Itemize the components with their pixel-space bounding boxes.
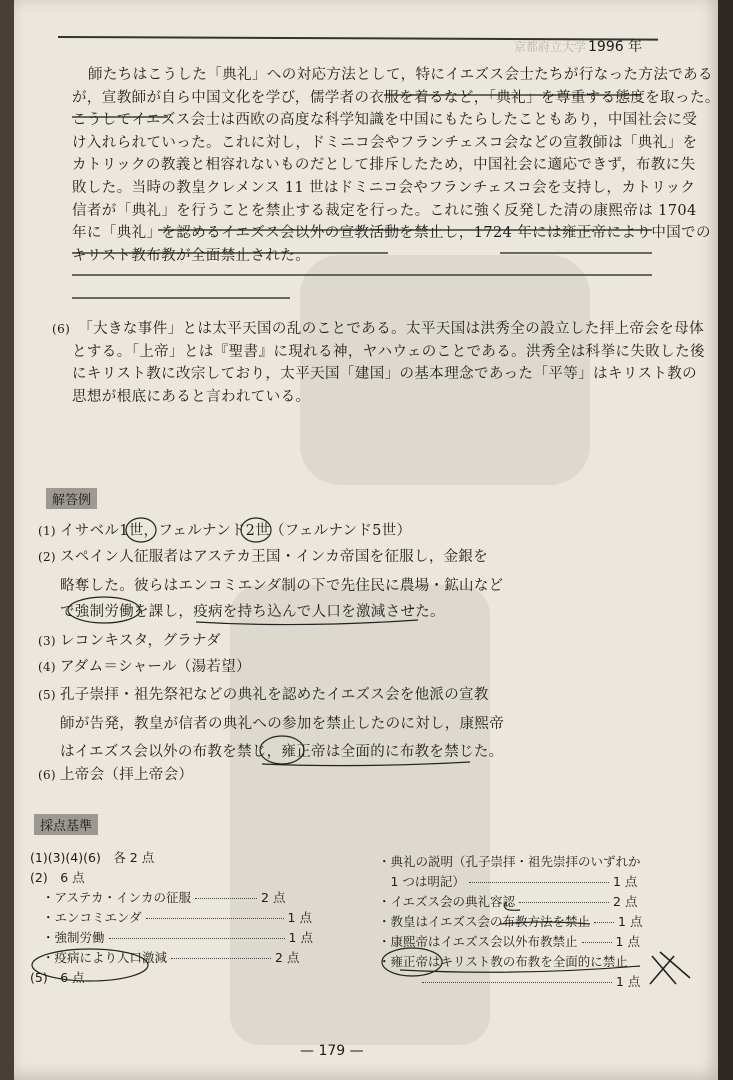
criteria-text: (1)(3)(4)(6) 各 2 点: [30, 850, 155, 865]
text-line: が，宣教師が自ら中国文化を学び，儒学者の衣服を着るなど，「典礼」を尊重する態度を取った。: [72, 89, 720, 106]
leader-dots: [422, 982, 612, 983]
header-year: 1996 年: [588, 39, 643, 55]
text-line: 思想が根底にあると言われている。: [72, 388, 311, 405]
answer-4: [38, 654, 251, 680]
criteria-left-column: [30, 848, 313, 988]
criteria-row: [378, 892, 642, 912]
criteria-text: (2) 6 点: [30, 870, 85, 885]
criteria-text: ・康熙帝はイエズス会以外布教禁止: [378, 934, 578, 949]
criteria-row: [30, 908, 313, 928]
answer-2: [38, 544, 488, 570]
answer-number: (5): [38, 688, 56, 702]
criteria-points: 1 点: [618, 914, 643, 929]
criteria-text: ・エンコミエンダ: [42, 910, 142, 925]
answer-3: [38, 628, 221, 654]
page-number: — 179 —: [300, 1043, 364, 1059]
criteria-row: [30, 848, 313, 868]
criteria-points: 1 点: [615, 934, 640, 949]
leader-dots: [171, 958, 271, 959]
criteria-points: 1 点: [288, 930, 313, 945]
text-line: とする。「上帝」とは『聖書』に現れる神，ヤハウェのことである。洪秀全は科挙に失敗した後: [72, 343, 705, 360]
criteria-row: [378, 872, 642, 892]
criteria-text: ・イエズス会の典礼容認: [378, 894, 516, 909]
criteria-row: [378, 952, 642, 972]
text-line: にキリスト教に改宗しており，太平天国「建国」の基本理念であった「平等」はキリスト教の: [72, 366, 698, 383]
text-line: [52, 318, 705, 341]
criteria-points: 2 点: [261, 890, 286, 905]
answer-number: (6): [38, 768, 56, 782]
criteria-points: 2 点: [275, 950, 300, 965]
answer-number: (4): [38, 660, 56, 674]
answer-5: [38, 682, 489, 708]
criteria-row: [30, 968, 313, 988]
criteria-text: ・教皇はイエズス会の布教方法を禁止: [378, 914, 591, 929]
leader-dots: [195, 898, 257, 899]
text-line: け入れられていった。これに対し，ドミニコ会やフランチェスコ会などの宣教師は「典礼」を: [72, 134, 698, 151]
answer-5-line-2: 師が告発，教皇が信者の典礼への参加を禁止したのに対し，康熙帝: [60, 716, 504, 732]
criteria-row: [30, 888, 313, 908]
criteria-text: ・疫病により人口激減: [42, 950, 168, 965]
criteria-row: [378, 932, 642, 952]
answer-text: スペイン人征服者はアステカ王国・インカ帝国を征服し，金銀を: [60, 549, 489, 565]
criteria-row: [378, 852, 642, 872]
text-line: こうしてイエズス会士は西欧の高度な科学知識を中国にもたらしたこともあり，中国社会に受: [72, 112, 698, 129]
answer-number: (2): [38, 550, 56, 564]
criteria-row: [378, 912, 642, 932]
criteria-points: 1 点: [287, 910, 312, 925]
text-line: 年に「典礼」を認めるイエズス会以外の宣教活動を禁止し，1724 年には雍正帝により中国での: [72, 225, 711, 242]
answer-2-line-3: で強制労働を課し，疫病を持ち込んで人口を激減させた。: [60, 604, 445, 620]
header-faint-text: 京都府立大学: [514, 40, 587, 54]
answer-2-line-2: 略奪した。彼らはエンコミエンダ制の下で先住民に農場・鉱山など: [60, 578, 504, 594]
answer-text: 上帝会（拝上帝会）: [60, 767, 194, 783]
leader-dots: [109, 938, 285, 939]
leader-dots: [582, 942, 612, 943]
text-line: 敗した。当時の教皇クレメンス 11 世はドミニコ会やフランチェスコ会を支持し，カトリック: [72, 179, 696, 196]
answer-number: (1): [38, 524, 56, 538]
answer-example-label: 解答例: [46, 488, 97, 509]
answer-text: イサベル1世，フェルナンド2世（フェルナンド5世）: [60, 523, 412, 539]
criteria-right-column: [378, 852, 642, 992]
answer-5-line-3: はイエズス会以外の布教を禁じ，雍正帝は全面的に布教を禁じた。: [60, 744, 504, 760]
text-line: カトリックの教義と相容れないものだとして排斥したため，中国社会に適応できず，布教に失: [72, 157, 696, 174]
leader-dots: [469, 882, 609, 883]
criteria-row: [378, 972, 642, 992]
answer-text: 孔子崇拝・祖先祭祀などの典礼を認めたイエズス会を他派の宣教: [60, 687, 489, 703]
commentary-paragraph-6: [52, 318, 705, 408]
criteria-row: [30, 868, 313, 888]
criteria-points: 2 点: [613, 894, 638, 909]
criteria-text: ・雍正帝はキリスト教の布教を全面的に禁止: [378, 954, 628, 969]
criteria-text: ・アステカ・インカの征服: [42, 890, 192, 905]
scoring-criteria-label: 採点基準: [34, 814, 98, 835]
page-edge-shadow: [718, 0, 733, 1080]
criteria-points: 1 点: [616, 974, 641, 989]
text-line-content: 「大きな事件」とは太平天国の乱のことである。太平天国は洪秀全の設立した拝上帝会を母体: [78, 321, 704, 337]
criteria-text: (5) 6 点: [30, 970, 85, 985]
answer-6: [38, 762, 193, 788]
criteria-text: 1 つは明記）: [378, 874, 465, 889]
answer-text: レコンキスタ，グラナダ: [60, 633, 221, 649]
criteria-points: 1 点: [612, 874, 638, 889]
commentary-paragraph-5: [72, 64, 720, 267]
text-line: キリスト教布教が全面禁止された。: [72, 247, 311, 264]
text-line: 師たちはこうした「典礼」への対応方法として，特にイエズス会士たちが行なった方法である: [88, 67, 713, 83]
criteria-row: [30, 948, 313, 968]
criteria-text: ・強制労働: [42, 930, 105, 945]
leader-dots: [594, 922, 614, 923]
leader-dots: [519, 902, 609, 903]
answer-text: アダム＝シャール（湯若望）: [60, 659, 251, 675]
criteria-row: [30, 928, 313, 948]
item-number: (6): [52, 322, 71, 336]
text-line: 信者が「典礼」を行うことを禁止する裁定を行った。これに強く反発した清の康熙帝は 1704: [72, 202, 697, 219]
leader-dots: [146, 918, 284, 919]
criteria-text: ・典礼の説明（孔子崇拝・祖先崇拝のいずれか: [378, 854, 641, 869]
answer-1: [38, 518, 411, 544]
answer-number: (3): [38, 634, 56, 648]
